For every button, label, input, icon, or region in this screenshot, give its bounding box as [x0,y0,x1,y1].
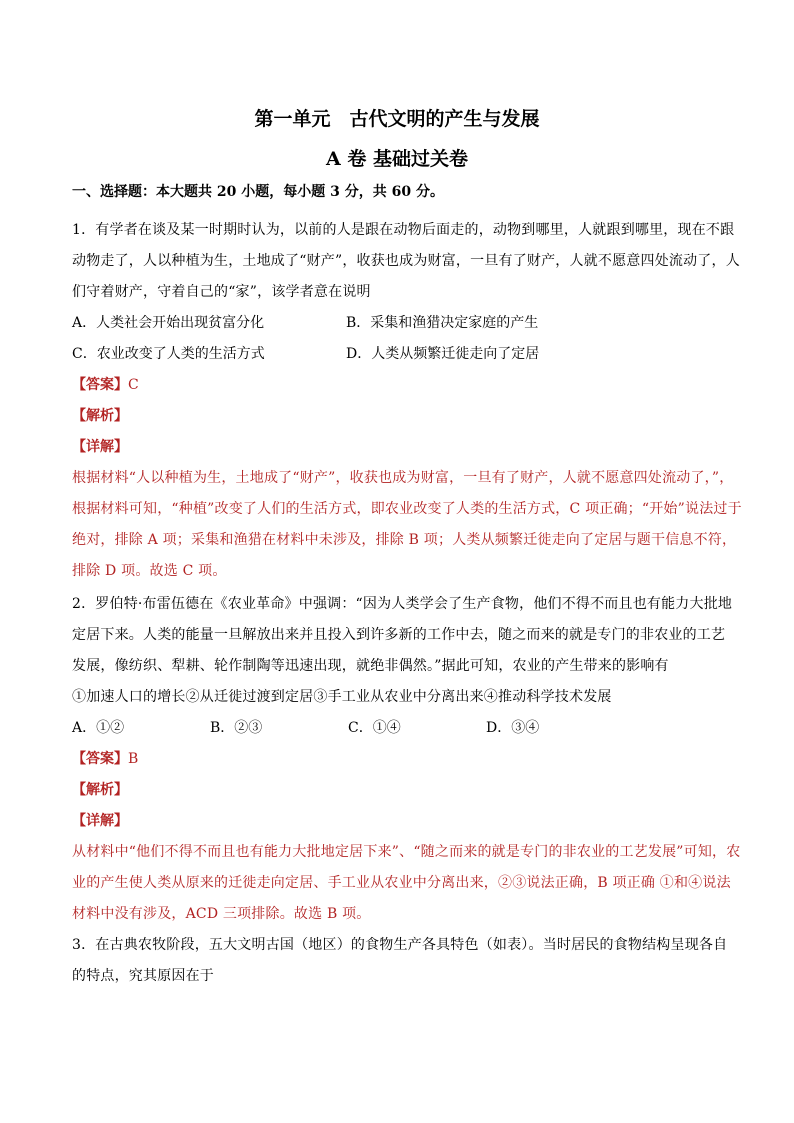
q2-option-b: B．②③ [210,720,263,736]
q2-detail-label: 【详解】 [72,813,128,829]
q3-line-2: 的特点，究其原因在于 [72,968,214,984]
q1-line-1: 1．有学者在谈及某一时期时认为，以前的人是跟在动物后面走的，动物到哪里，人就跟到哪里，现在不跟 [72,222,735,238]
q2-option-c: C．①④ [348,720,401,736]
q1-detail-line-2: 根据材料可知，“种植”改变了人们的生活方式，即农业改变了人类的生活方式，C 项正确；“开始”说法过于 [72,501,742,517]
q2-answer-value: B [128,751,139,767]
q1-option-d: D．人类从频繁迁徙走向了定居 [346,346,540,362]
q2-detail-line-1: 从材料中“他们不得不而且也有能力大批地定居下来”、“随之而来的就是专门的非农业的工艺发展”可知，农 [72,844,741,860]
q3-line-1: 3．在古典农牧阶段，五大文明古国（地区）的食物生产各具特色（如表）。当时居民的食物结构呈现各自 [72,937,728,953]
q1-answer-value: C [128,377,139,393]
section-heading: 一、选择题：本大题共 20 小题，每小题 3 分，共 60 分。 [72,184,444,200]
q2-detail-line-3: 材料中没有涉及，ACD 三项排除。故选 B 项。 [72,906,371,922]
q1-detail-label: 【详解】 [72,439,128,455]
q2-option-a: A．①② [72,720,125,736]
q1-detail-line-1: 根据材料“人以种植为生，土地成了“财产”，收获也成为财富，一旦有了财产，人就不愿意四处流动了，”， [72,470,734,486]
q2-line-4: ①加速人口的增长②从迁徙过渡到定居③手工业从农业中分离出来④推动科学技术发展 [72,689,612,705]
q1-line-3: 们守着财产，守着自己的“家”，该学者意在说明 [72,284,371,300]
q2-answer-label: 【答案】 [72,751,128,767]
q2-option-d: D．③④ [486,720,540,736]
q1-detail-line-4: 排除 D 项。故选 C 项。 [72,563,227,579]
page-subtitle: A 卷 基础过关卷 [326,148,468,170]
q1-detail-line-3: 绝对，排除 A 项；采集和渔猎在材料中未涉及，排除 B 项；人类从频繁迁徙走向了定居与题干信息不符， [72,532,737,548]
q1-option-a: A．人类社会开始出现贫富分化 [72,315,265,331]
q2-line-3: 发展，像纺织、犁耕、轮作制陶等迅速出现，就绝非偶然。”据此可知，农业的产生带来的影响有 [72,658,669,674]
q1-option-c: C．农业改变了人类的生活方式 [72,346,265,362]
q1-answer [72,374,139,394]
page-title: 第一单元 古代文明的产生与发展 [254,108,540,130]
q2-line-2: 定居下来。人类的能量一旦解放出来并且投入到许多新的工作中去，随之而来的就是专门的非农业的工艺 [72,627,726,643]
q1-line-2: 动物走了，人以种植为生，土地成了“财产”，收获也成为财富，一旦有了财产，人就不愿意四处流动了，人 [72,253,740,269]
q2-line-1: 2．罗伯特·布雷伍德在《农业革命》中强调：“因为人类学会了生产食物，他们不得不而且也有能力大批地 [72,596,733,612]
q2-answer [72,748,138,768]
q2-detail-line-2: 业的产生使人类从原来的迁徙走向定居、手工业从农业中分离出来，②③说法正确，B 项正确 ①和④说法 [72,875,731,891]
q1-option-b: B．采集和渔猎决定家庭的产生 [346,315,539,331]
q1-answer-label: 【答案】 [72,377,128,393]
q2-analysis-label: 【解析】 [72,782,128,798]
q1-analysis-label: 【解析】 [72,408,128,424]
